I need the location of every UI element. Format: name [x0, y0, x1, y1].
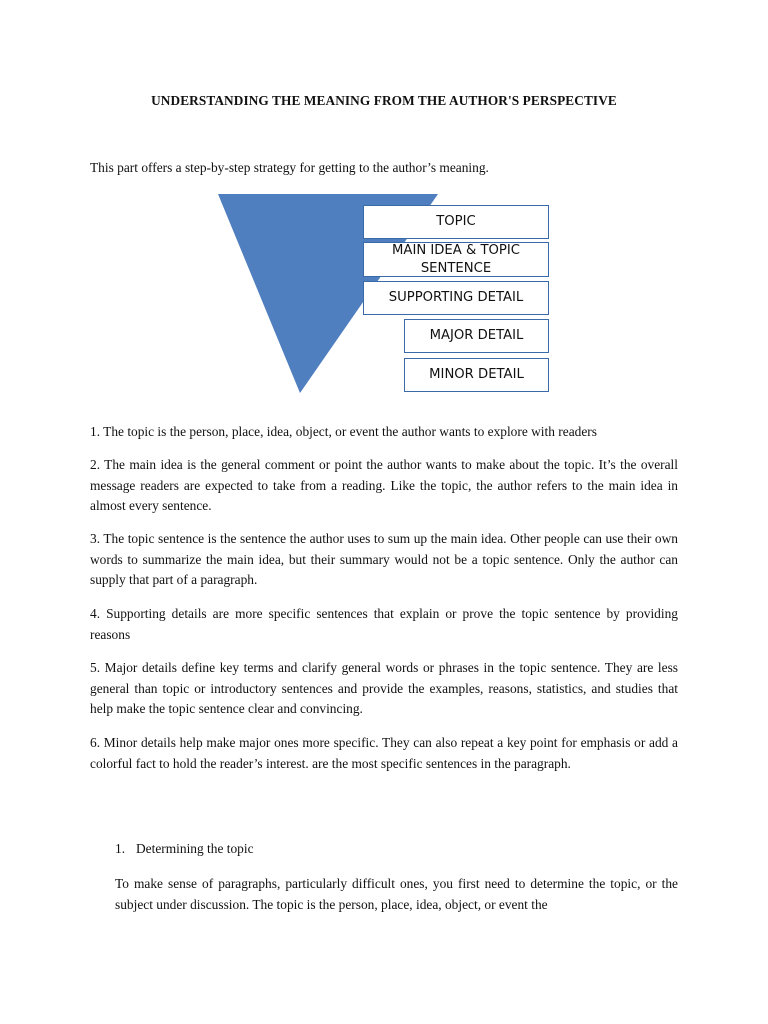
section-paragraph: To make sense of paragraphs, particularly difficult ones, you first need to determine the topic, or the subject under discussion. The topic is the person, place, idea, object, or event the — [115, 876, 678, 912]
intro-text: This part offers a step-by-step strategy for getting to the author’s meaning. — [90, 160, 489, 175]
paragraph-topic: 1. The topic is the person, place, idea, object, or event the author wants to explore with readers — [90, 424, 597, 439]
section-heading-text: Determining the topic — [136, 841, 254, 856]
paragraph-supporting-details: 4. Supporting details are more specific sentences that explain or prove the topic sentence by providing reasons — [90, 606, 678, 642]
diagram-box-minor-detail: MINOR DETAIL — [404, 358, 549, 392]
page-title: UNDERSTANDING THE MEANING FROM THE AUTHOR'S PERSPECTIVE — [151, 93, 617, 108]
paragraph-minor-details: 6. Minor details help make major ones more specific. They can also repeat a key point for emphasis or add a colorful fact to hold the reader’s interest. are the most specific sentences in the paragraph. — [90, 735, 678, 771]
diagram-box-supporting-detail: SUPPORTING DETAIL — [363, 281, 549, 315]
diagram-box-topic: TOPIC — [363, 205, 549, 239]
diagram-box-main-idea: MAIN IDEA & TOPIC SENTENCE — [363, 242, 549, 277]
paragraph-main-idea: 2. The main idea is the general comment or point the author wants to make about the topic. It’s the overall message readers are expected to take from a reading. Like the topic, the author refers to the main idea in almost every sentence. — [90, 457, 678, 514]
paragraph-major-details: 5. Major details define key terms and clarify general words or phrases in the topic sentence. They are less general than topic or introductory sentences and provide the examples, reasons, statistics, and studies that help make the topic sentence clear and convincing. — [90, 660, 678, 717]
diagram-box-major-detail: MAJOR DETAIL — [404, 319, 549, 353]
section-number: 1. — [115, 841, 126, 856]
section-heading — [115, 841, 254, 857]
paragraph-topic-sentence: 3. The topic sentence is the sentence the author uses to sum up the main idea. Other people can use their own words to summarize the main idea, but their summary would not be a topic sentence. Only the author can supply that part of a paragraph. — [90, 531, 678, 588]
topic-hierarchy-diagram — [214, 190, 554, 400]
